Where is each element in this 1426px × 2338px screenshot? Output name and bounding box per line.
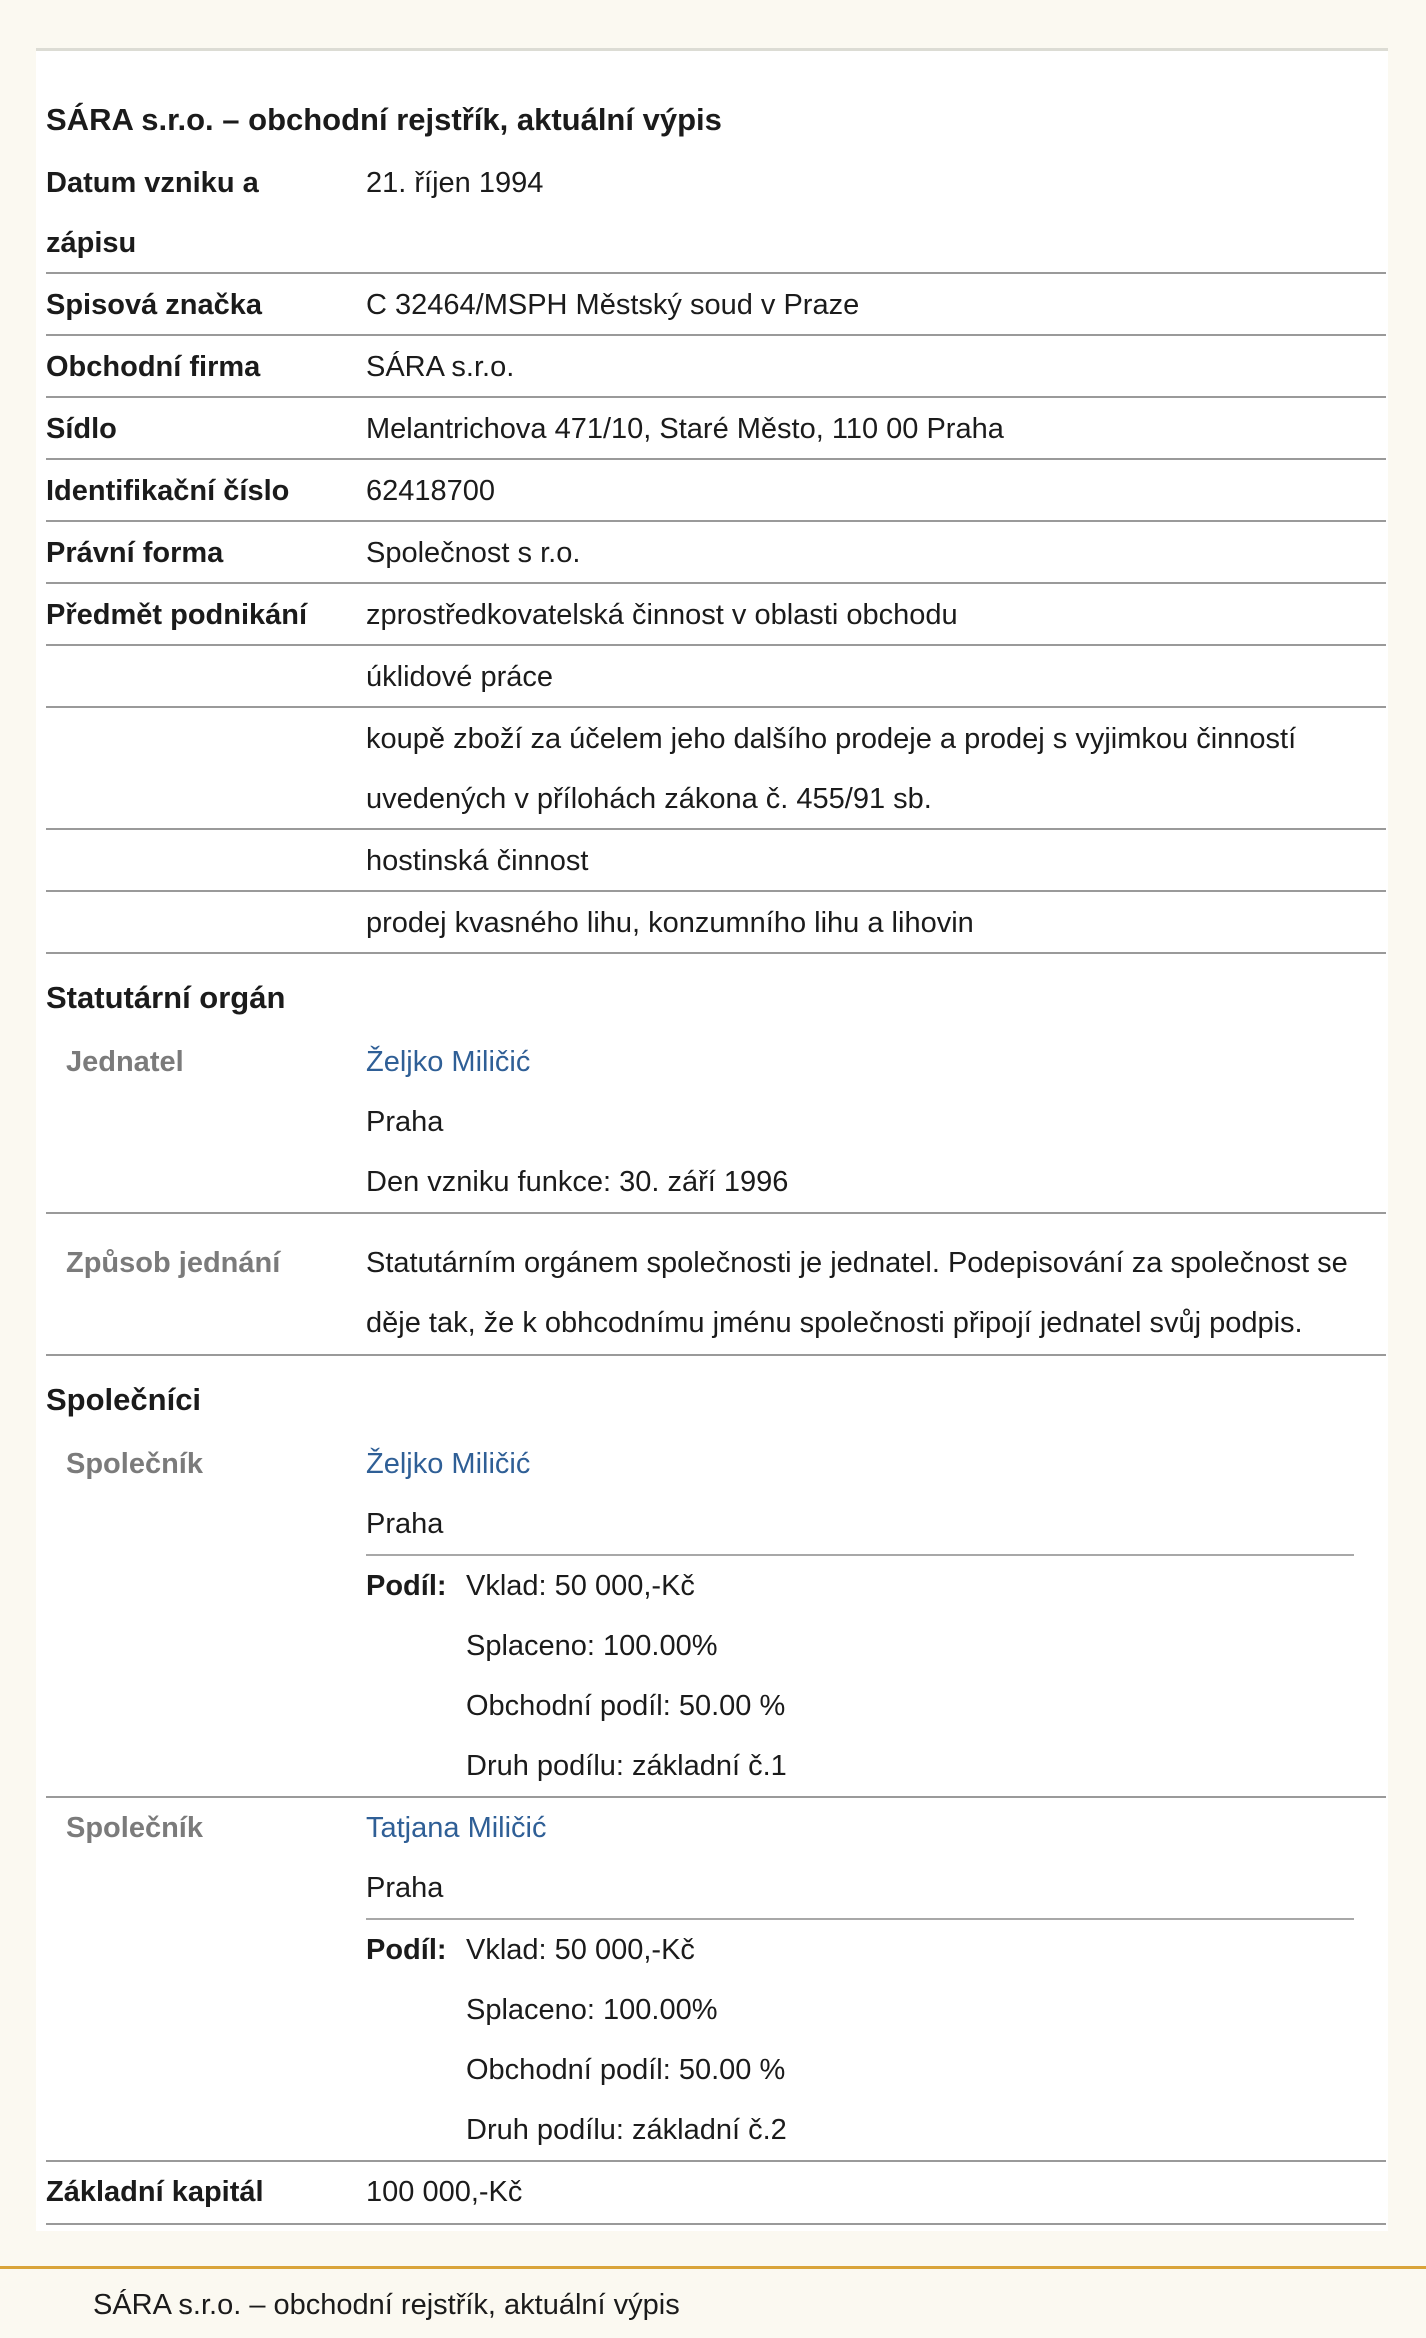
section-heading-statutarni-organ: Statutární orgán (46, 980, 286, 1015)
value-datum-vzniku: 21. říjen 1994 (366, 167, 544, 199)
label-predmet-podnikani: Předmět podnikání (46, 599, 308, 631)
podil-druh: Druh podílu: základní č.2 (466, 2114, 787, 2146)
person-link[interactable]: Tatjana Miličić (366, 1812, 547, 1844)
divider (46, 1212, 1386, 1214)
zpusob-jednani-text-cont: děje tak, že k obhcodnímu jménu společnosti připojí jednatel svůj podpis. (366, 1307, 1303, 1339)
label-datum-vzniku-2: zápisu (46, 227, 137, 259)
podil-splaceno: Splaceno: 100.00% (466, 1630, 718, 1662)
divider (46, 890, 1386, 892)
label-zakladni-kapital: Základní kapitál (46, 2176, 264, 2208)
person-city: Praha (366, 1508, 444, 1540)
person-city: Praha (366, 1872, 444, 1904)
predmet-item: úklidové práce (366, 661, 553, 693)
label-spolecnik: Společník (66, 1812, 203, 1844)
label-jednatel: Jednatel (66, 1046, 184, 1078)
divider (46, 272, 1386, 274)
label-zpusob-jednani: Způsob jednání (66, 1247, 281, 1279)
person-city: Praha (366, 1106, 444, 1138)
divider (46, 1354, 1386, 1356)
person-link[interactable]: Željko Miličić (366, 1448, 531, 1480)
function-since: Den vzniku funkce: 30. září 1996 (366, 1166, 789, 1198)
label-podil: Podíl: (366, 1570, 447, 1602)
predmet-item-cont: uvedených v přílohách zákona č. 455/91 sb. (366, 783, 932, 815)
predmet-item: prodej kvasného lihu, konzumního lihu a lihovin (366, 907, 974, 939)
value-obchodni-firma: SÁRA s.r.o. (366, 351, 515, 383)
label-identifikacni-cislo: Identifikační číslo (46, 475, 290, 507)
label-podil: Podíl: (366, 1934, 447, 1966)
podil-druh: Druh podílu: základní č.1 (466, 1750, 787, 1782)
label-spisova-znacka: Spisová značka (46, 289, 262, 321)
podil-obchodni: Obchodní podíl: 50.00 % (466, 1690, 786, 1722)
divider (46, 706, 1386, 708)
footer-divider (0, 2266, 1426, 2269)
label-sidlo: Sídlo (46, 413, 117, 445)
section-heading-spolecnici: Společníci (46, 1382, 202, 1417)
predmet-item: zprostředkovatelská činnost v oblasti obchodu (366, 599, 958, 631)
label-datum-vzniku: Datum vzniku a (46, 167, 259, 199)
value-sidlo: Melantrichova 471/10, Staré Město, 110 00 Praha (366, 413, 1004, 445)
predmet-item: hostinská činnost (366, 845, 589, 877)
label-spolecnik: Společník (66, 1448, 203, 1480)
divider (46, 644, 1386, 646)
value-zakladni-kapital: 100 000,-Kč (366, 2176, 523, 2208)
value-pravni-forma: Společnost s r.o. (366, 537, 581, 569)
person-link[interactable]: Željko Miličić (366, 1046, 531, 1078)
value-identifikacni-cislo: 62418700 (366, 475, 496, 507)
divider (46, 396, 1386, 398)
divider (46, 582, 1386, 584)
footer-title: SÁRA s.r.o. – obchodní rejstřík, aktuální výpis (93, 2289, 680, 2321)
label-pravni-forma: Právní forma (46, 537, 224, 569)
label-obchodni-firma: Obchodní firma (46, 351, 261, 383)
divider (46, 2223, 1386, 2225)
podil-obchodni: Obchodní podíl: 50.00 % (466, 2054, 786, 2086)
divider (46, 952, 1386, 954)
divider (46, 334, 1386, 336)
divider (46, 520, 1386, 522)
predmet-item: koupě zboží za účelem jeho dalšího prodeje a prodej s vyjimkou činností (366, 723, 1297, 755)
podil-splaceno: Splaceno: 100.00% (466, 1994, 718, 2026)
zpusob-jednani-text: Statutárním orgánem společnosti je jednatel. Podepisování za společnost se (366, 1247, 1348, 1279)
divider (46, 828, 1386, 830)
divider (46, 1796, 1386, 1798)
podil-vklad: Vklad: 50 000,-Kč (466, 1934, 695, 1966)
divider (46, 458, 1386, 460)
podil-vklad: Vklad: 50 000,-Kč (466, 1570, 695, 1602)
page-title: SÁRA s.r.o. – obchodní rejstřík, aktuální výpis (46, 102, 722, 137)
value-spisova-znacka: C 32464/MSPH Městský soud v Praze (366, 289, 860, 321)
